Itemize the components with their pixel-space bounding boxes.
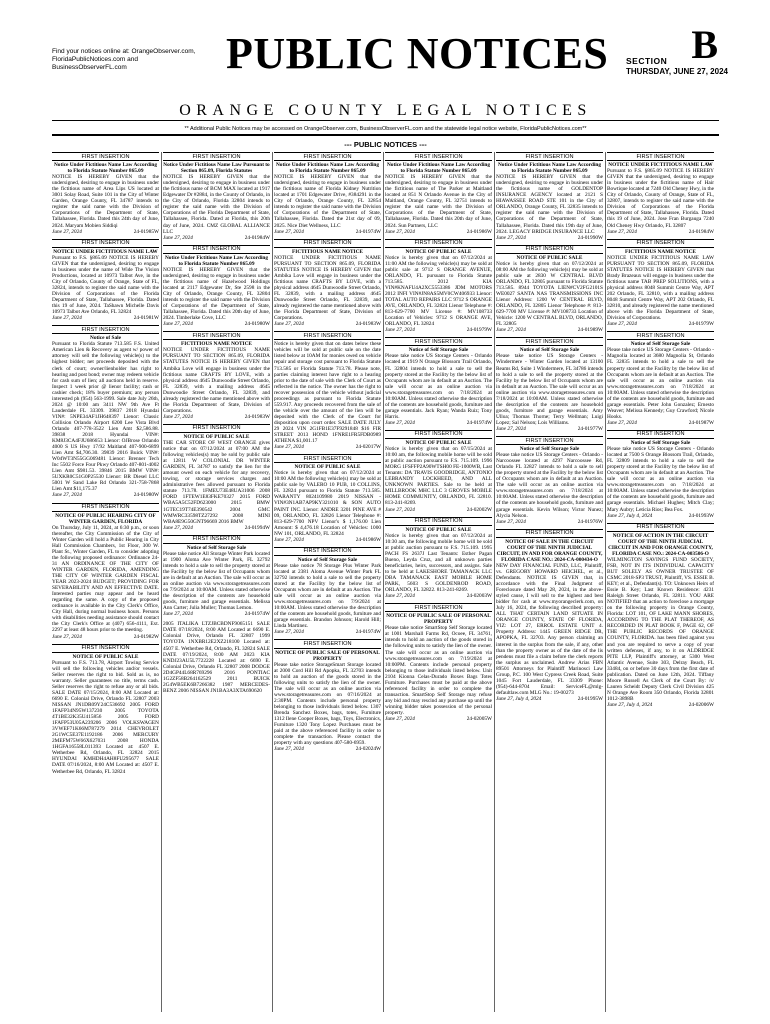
issue-date: THURSDAY, JUNE 27, 2024 <box>626 67 728 76</box>
publication-date: June 27, 2024 <box>274 629 304 636</box>
notice-title: Notice of Sale <box>90 335 121 342</box>
additional-notices-line: ** Additional Public Notices may be accessed on OrangeObserver.com, BusinessObserverFL.com and the statewide legal notice website, FloridaPublicNotices.com** <box>184 126 587 132</box>
publication-date: June 27, 2024 <box>274 444 304 451</box>
header-rule <box>52 120 719 121</box>
notice-title: Notice Under Fictitious Name Law According to Florida Statute Number 865.09 <box>386 162 491 175</box>
notice-body: Notice is hereby given that on dates below these vehicles will be sold at public sale on the date listed below at 10AM for monies owed on vehicle repair and storage cost pursuant to Florida Statute 713.585 or Florida Statute 713.78. Please note, parties claiming interest have right to a hearing prior to the date of sale with the Clerk of Court as reflected in the notice. The owner has the right to recover possession of the vehicle without judicial proceedings as pursuant to Florida Statute 559.917. Any proceeds recovered from the sale of the vehicle over the amount of the lien will be deposited with the Clerk of the Court for disposition upon court order. SALE DATE JULY 29 2024 VIN 2G1FB1E37F9291848 $16 FIR STREET 2013 HOND 1FNRE1FR5FDB0989 ATHENA $1,001.17 <box>274 341 381 445</box>
legal-notice <box>607 523 714 708</box>
legal-notice <box>274 639 381 752</box>
legal-notice <box>163 424 270 531</box>
notice-body: Please take notice All Storage Winter Park located at 1900 Aloma Ave Winter Park, FL 32792 intends to hold a sale to sell the property stored at the Facility by the below list of Occupants whom are in default at an Auction. The sale will occur as an online auction via www.storagetreasures.com on 7/9/2024 at 10:00AM. Unless stated otherwise the description of the contents are household goods, furniture and garage essentials. Melissa Ann Carter; Julia Muller; Thomas Lemon. <box>163 550 270 612</box>
publication-date: June 27, 2024 <box>163 413 193 420</box>
publication-date: June 27, 2024 <box>163 524 193 531</box>
notice-code: 24-01976W <box>577 518 603 525</box>
notice-body: NOTICE UNDER FICTITIOUS NAME PURSUANT TO SECTION 865.09, FLORIDA STATUTES NOTICE IS HEREBY GIVEN that Ambika Love will engage in business under the fictitious name CRAFTS BY LOVE, with a physical address 4645 Dunwoodie Street Orlando, FL 32839, with a mailing address 4645 Dunwoodie Street Orlando, FL 32839, and already registered the name mentioned above with the Florida Department of State, Division of Corporations. <box>274 254 381 322</box>
notice-footer <box>607 702 714 708</box>
notice-footer <box>274 229 381 235</box>
notice-code: 24-01980W <box>244 321 270 328</box>
notice-title: FICTITIOUS NAME NOTICE <box>181 341 252 348</box>
notice-column <box>385 152 492 1012</box>
notice-code: 24-01974W <box>355 228 381 235</box>
legal-notice <box>385 152 492 235</box>
insertion-header: FIRST INSERTION <box>52 325 159 334</box>
notice-title: NOTICE OF SALE IN THE CIRCUIT COURT OF THE NINTH JUDICIAL CIRCUIT, IN AND FOR ORANGE COUNTY, FLORIDA CASE NO.: 2024-CA-000434-O <box>496 538 603 563</box>
notice-code: 24-01974W <box>466 419 492 426</box>
notice-title: FICTITIOUS NAME NOTICE <box>625 248 696 255</box>
notice-code: 24-01994W <box>244 524 270 531</box>
legal-notice <box>496 245 603 334</box>
legal-notice <box>52 503 159 640</box>
publication-date: June 27, 2024 <box>607 228 637 235</box>
notice-code: 24-01980W <box>133 492 159 499</box>
legal-notice <box>163 331 270 420</box>
find-online-line: Find your notices online at: OrangeObserver.com, <box>52 48 196 55</box>
notice-footer <box>496 519 603 525</box>
insertion-header: FIRST INSERTION <box>274 454 381 463</box>
notice-code: 24-01984W <box>244 234 270 241</box>
notice-body: Please take notice US Storage Centers - Orlando - Magnolia located at 3680 Magnolia St, Orlando FL 32835 intends to hold a sale to sell the property stored at the Facility by the below list of Occupants whom are in default at an Auction. The sale will occur as an online auction via www.storagetreasures.com on 7/18/2024 at 10:00AM. Unless stated otherwise the description of the contents are household goods, furniture and garage essentials. Peter John Gonzalez; Ernesto Weaver; Melissa Kennedy; Guy Crawford; Nicole Hooks. <box>607 347 714 420</box>
notice-footer <box>607 321 714 327</box>
notice-body: NOTICE IS HEREBY GIVEN that the undersigned, desiring to engage in business under the fictitious name of Area Lips US located at 3001 Solay Road, Suite 101 in the City of Winter Garden, Orange County, FL 34787 intends to register the said name with the Division of Corporations of the Department of State, Tallahassee, Florida. Dated this 24th day of June, 2024. Maryam Mobien Siddiqi <box>52 174 159 229</box>
publication-date: June 27, July 4, 2024 <box>496 695 542 702</box>
notice-code: 24-01981W <box>133 315 159 322</box>
legal-notice <box>163 245 270 328</box>
notice-body: NEW DAY FINANCIAL FUND, LLC, Plaintiff, vs. GREGORY HOWARD HEICHEL, et al., Defendants. NOTICE IS GIVEN that, in accordance with the Final Judgment of Foreclosure dated May 28, 2024, in the above-styled cause, I will sell to the highest and best bidder for cash at www.myorangeclerk.com, on July 16, 2024, the following described property: ALL THAT CERTAIN LAND SITUATE IN ORANGE COUNTY, STATE OF FLORIDA, VIZ: LOT 27, ERROL ESTATE UNIT 4. Property Address: 1445 GREEN RIDGE DR, APOPKA, FL 32703. Any person claiming an interest in the surplus from the sale, if any, other than the property owner as of the date of the lis pendens must file a claim before the clerk reports the surplus as unclaimed. Andrew Arias FBN 89501 Attorneys for Plaintiff Marinosci Law Group, P.C. 100 West Cypress Creek Road, Suite 1045 Fort Lauderdale, FL 33309 Phone: (954)-644-8704 Email: ServiceFL@mlg-defaultlaw.com MLG No.: 19-00273 <box>496 562 603 696</box>
notice-body: Notice is hereby given that on 07/15/2024 at 10:00 am, the following mobile home will be sold at public auction pursuant to F.S. 715.109. 1996 MORG 1FSFFP2A90WTSH00 FE-1000WB, Last Tenants: DA TRAVIS GOODRIDGE, ANTONIO LEBRANDY LOCKHEED, AND ALL UNKNOWN PARTIES. Sale to be held at MILLBROOK MHC LLC 3 GROVES MOBILE HOME COMMUNITY, ORLANDO, FL 32810. 813-241-8269. <box>385 446 492 507</box>
insertion-header: FIRST INSERTION <box>607 239 714 248</box>
insertion-header: FIRST INSERTION <box>274 152 381 161</box>
notice-title: Notice of Self Storage Sale <box>519 347 580 354</box>
legal-notice <box>163 621 270 694</box>
notice-code: 24-01977W <box>577 425 603 432</box>
notice-footer <box>163 235 270 241</box>
notice-body: NOTICE UNDER FICTITIOUS NAME LAW PURSUANT TO SECTION 865.09, FLORIDA STATUTES NOTICE IS HEREBY GIVEN that Brady Brazeaux will engage in business under the fictitious name TAB PREP SOLUTIONS, with a physical address 8048 Summit Centre Way, APT 202 Orlando, FL 32810, with a mailing address 8048 Summit Centre Way, APT 202 Orlando, FL 32810, and already registered the name mentioned above with the Florida Department of State, Division of Corporations. <box>607 254 714 322</box>
notice-footer <box>385 507 492 513</box>
notice-body: NOTICE IS HEREBY GIVEN that the undersigned, desiring to engage in business under the fictitious name of The Parker at Maitland located at 851 N Orlando Avenue in the City of Maitland, Orange County, FL 32751 intends to register the said name with the Division of Corporations of the Department of State, Tallahassee, Florida. Dated this 20th day of June, 2024. Sun Partners, LLC <box>385 174 492 229</box>
insertion-header: FIRST INSERTION <box>274 547 381 556</box>
insertion-header: FIRST INSERTION <box>52 503 159 512</box>
notice-title: Notice of Self Storage Sale <box>408 347 469 354</box>
notice-footer <box>274 746 381 752</box>
notice-column <box>163 152 270 1012</box>
notice-title: NOTICE OF PUBLIC SALE OF PERSONAL PROPERTY <box>275 649 380 662</box>
legal-notice <box>274 331 381 450</box>
legal-notice <box>607 331 714 426</box>
notice-code: 24-01987W <box>688 419 714 426</box>
notice-title: NOTICE OF PUBLIC SALE <box>294 464 361 471</box>
insertion-header: FIRST INSERTION <box>496 152 603 161</box>
legal-notice <box>607 152 714 235</box>
notice-code: 24-01995W <box>577 695 603 702</box>
publication-date: June 27, 2024 <box>496 425 526 432</box>
notice-body: NOTICE IS HEREBY GIVEN that the undersigned, desiring to engage in business under the fictitious name of GOLDENTOP INSURANCE AGENCY located at 2121 S HIAWASSEE ROAD STE 101 in the City of ORLANDO, Orange County, FL 32835 intends to register the said name with the Division of Corporations of the Department of State, Tallahassee, Florida. Dated this 19th day of June, 2024. LEGACY BRIDGE INSURANCE LLC <box>496 174 603 235</box>
publication-date: June 27, 2024 <box>607 419 637 426</box>
publication-date: June 27, 2024 <box>274 536 304 543</box>
notice-footer <box>496 327 603 333</box>
notice-footer <box>385 229 492 235</box>
legal-notice <box>274 152 381 235</box>
notice-body: NOTICE UNDER FICTITIOUS NAME PURSUANT TO SECTION 865.09, FLORIDA STATUTES NOTICE IS HEREBY GIVEN that Ambika Love will engage in business under the fictitious name CRAFTS BY LOVE, with a physical address 4645 Dunwoodie Street Orlando, FL 32839, with a mailing address 4645 Dunwoodie Street Orlando, FL 32839, and already registered the name mentioned above with the Florida Department of State, Division of Corporations. <box>163 347 270 414</box>
notice-footer <box>607 229 714 235</box>
notice-body: Please take notice SmartStop Self Storage located at 1001 Marshall Farms Rd, Ocoee, FL 34761, intends to hold an auction of the goods stored in the following units to satisfy the lien of the owner. The sale will occur as an online auction via www.storagetreasures.com on 7/19/2024 at 10:00PM. Contents include personal property belonging to those individuals listed below. Unit 2104 Kionna Celas-Durado Boxes Bags Totes Furniture. Purchases must be paid at the above referenced facility in order to complete the transaction. SmartStop Self Storage may refuse any bid and may rescind any purchase up until the winning bidder takes possession of the personal property. <box>385 625 492 716</box>
notice-code: 24-02006W <box>688 701 714 708</box>
notice-code: 24-01974W <box>244 611 270 618</box>
notice-footer <box>52 315 159 321</box>
publication-date: June 27, 2024 <box>385 716 415 723</box>
insertion-header: FIRST INSERTION <box>385 430 492 439</box>
notice-body: Notice is hereby given that on 07/12/2024 at 10:30 am, the following mobile home will be sold at public auction pursuant to F.S. 715.109. 1995 PACH FS 2637J Last Tenants: Esther Pagan Bueno, Leyda Cruz, and all unknown parties beneficiaries, heirs, successors, and assigns. Sale to be held at LAKESHORE TAMANACK LLC DBA TAMANACK EAST MOBILE HOME PARK, 5603 S GOLDENROD ROAD, ORLANDO, FL 32822. 813-241-8269. <box>385 532 492 594</box>
section-letter: B <box>691 22 718 67</box>
notice-footer <box>385 327 492 333</box>
publication-date: June 27, 2024 <box>385 228 415 235</box>
notice-footer <box>163 611 270 617</box>
notice-code: 24-01979W <box>466 327 492 334</box>
notice-title: Notice Under Fictitious Name Law According to Florida Statute Number 865.09 <box>275 162 380 175</box>
header-rule-thick <box>52 134 719 136</box>
insertion-header: FIRST INSERTION <box>385 603 492 612</box>
publication-date: June 27, 2024 <box>52 228 82 235</box>
notice-body: Notice is hereby given that on 07/12/2024 at 11:00 AM the following vehicle(s) may be sold at public sale at 9712 S ORANGE AVENUE, ORLANDO, FL pursuant to Florida Statute 713.585. 2012 KIA VIN#KNAFU4A2XC5553386 JDM MOTORS 2012 INFI VIN#JN8AS5MV0CW406933 Lienor: TOTAL AUTO REPAIRS LLC 9712 S ORANGE AVE, ORLANDO, FL 32824 Lienor Telephone #: 813-629-7700 MV License #: MV108733 Location of Vehicles: 9712 S ORANGE AVE, ORLANDO, FL 32824 <box>385 254 492 328</box>
notice-title: NOTICE OF PUBLIC SALE <box>405 526 472 533</box>
notice-footer <box>274 444 381 450</box>
publication-date: June 27, 2024 <box>52 633 82 640</box>
notice-title: NOTICE OF PUBLIC SALE <box>72 653 139 660</box>
notice-footer <box>163 414 270 420</box>
insertion-header: FIRST INSERTION <box>607 152 714 161</box>
insertion-header: FIRST INSERTION <box>274 639 381 648</box>
notice-title: NOTICE OF PUBLIC SALE <box>405 248 472 255</box>
notice-body: NOTICE IS HEREBY GIVEN that the undersigned, desiring to engage in business under the fictitious name of BCM MAX located at 1917 Edgewater Dr #2884, in the County of Orlando, in the City of Orlando, Florida 32804 intends to register the said name with the Division of Corporations of the Florida Department of State, Tallahassee, Florida. Dated at Florida, this 20th day of June, 2024. CMZ GLOBAL ALLIANCE LLC <box>163 174 270 235</box>
notice-body: Pursuant to F.S. 713.78, Airport Towing Service will sell the following vehicles and/or vessels. Seller reserves the right to bid. Sold as is, no warranty. Seller guarantees no title, terms cash. Seller reserves the right to refuse any or all bids. SALE DATE 07/15/2024, 8:00 AM Located at: 6690 E. Colonial Drive, Orlando FL 32807 2003 NISSAN JN1DR09Y24C536692 2005 FORD 1FAFP34N95W137230 2005 TOYOTA 4T1BE32K35U415856 2005 FORD 1FAFP53U05A239206 2006 VOLKSWAGEN 3VWEF71K66M787279 2014 CHEVROLET 2G1WC5E37E1192186 2006 MERCURY 2MEFM75W66X627031 2008 HONDA 1HGFA16558L011393 Located at: 4507 E. Wetherbee Rd, Orlando, FL 32824 2015 HYUNDAI KMHDH4AH8FU295677 SALE DATE 07/16/2024, 8:00 AM Located at: 4507 E. Wetherbee Rd, Orlando, FL 32824 <box>52 659 159 775</box>
notice-code: 24-02017W <box>355 444 381 451</box>
insertion-header: FIRST INSERTION <box>385 152 492 161</box>
legal-notice <box>496 529 603 702</box>
subhead: ORANGE COUNTY LEGAL NOTICES <box>179 102 592 119</box>
legal-notice <box>607 239 714 328</box>
notice-code: 24-01984W <box>688 228 714 235</box>
notice-title: NOTICE OF PUBLIC SALE <box>405 440 472 447</box>
legal-notice <box>274 454 381 543</box>
notice-code: 24-02005W <box>466 716 492 723</box>
find-online-line: FloridaPublicNotices.com and <box>52 56 138 63</box>
insertion-header: FIRST INSERTION <box>52 239 159 248</box>
notice-footer <box>163 525 270 531</box>
notice-body: Please take notice 78 Storage Plus Winter Park located at 2381 Aloma Avenue Winter Park FL 32792 intends to hold a sale to sell the property stored at the Facility by the below list of Occupants whom are in default at an Auction. The sale will occur as an online auction via www.storagetreasures.com on 7/9/2024 at 10:00AM. Unless stated otherwise the description of the contents are household goods, furniture and garage essentials. Brandon Johnson; Harold Hill; Linda Martinez. <box>274 562 381 630</box>
notice-code: 24-01982W <box>133 633 159 640</box>
notice-title: Notice Under Fictitious Name Law According to Florida Statute Number 865.09 <box>53 162 158 175</box>
insertion-header: FIRST INSERTION <box>607 523 714 532</box>
notice-title: NOTICE OF PUBLIC SALE <box>183 433 250 440</box>
notice-title: NOTICE OF PUBLIC HEARING CITY OF WINTER GARDEN, FLORIDA <box>55 512 156 525</box>
notice-title: Notice of Self Storage Sale <box>519 446 580 453</box>
notice-code: 24-02003W <box>466 593 492 600</box>
find-online-line: BusinessObserverFL.com <box>52 64 127 71</box>
notice-body: Please take notice US Storage Centers - Windermere - Winter Garden located at 13100 Reams Rd, Suite 1 Windermere, FL 34786 intends to hold a sale to sell the property stored at the Facility by the below list of Occupants whom are in default at an Auction. The sale will occur as an online auction via www.storagetreasures.com on 7/18/2024 at 10:00AM. Unless stated otherwise the description of the contents are household goods, furniture and garage essentials. Amy Ulloa; Thomas Thorne; Terry Wellman; Luigi Lopez; Sal Nelson; Lois Williams. <box>496 353 603 426</box>
notice-footer <box>52 229 159 235</box>
notice-body: Pursuant to F.S. §865.09 NOTICE IS HEREBY GIVEN that the undersigned, desiring to engage in business under the name of Wide The Vision Productions, located at 10973 Talbot Ave, in the City of Orlando, County of Orange, State of FL, 32824, intends to register the said name with the Division of Corporations of the Florida Department of State, Tallahassee, Florida. Dated this 19 of June, 2024. TaShawn Michelle Davis 10973 Talbot Ave Orlando, FL 32824 <box>52 254 159 316</box>
publication-date: June 27, 2024 <box>274 746 304 753</box>
notice-code: 24-01986W <box>466 228 492 235</box>
notice-column <box>274 152 381 1012</box>
notice-title: NOTICE UNDER FICTITIOUS NAME LAW <box>608 162 713 169</box>
publication-date: June 27, 2024 <box>496 234 526 241</box>
notice-body: Pursuant to Florida Statute 713.585 F.S. United American Lien & Recovery as agent w/ power of attorney will sell the following vehicle(s) to the highest bidder; net proceeds deposited with the clerk of court; owner/lienholder has right to hearing and post bond; owner may redeem vehicle for cash sum of lien; all auctions held in reserve. Inspect 1 week prior @ lienor facility; cash or cashier check; 18% buyer premium; any person interested ph (954) 563-1999. Sale date July 26th, 2024 @ 10:00 am 3411 NW 9th Ave Ft Lauderdale FL 33309. 39837 2018 Hyundai VIN#: 5NPE34AF1JH648397 Lienor: Classic Collision Orlando Airport 6200 Lee Vista Blvd Orlando 407-778-3522 Lien Amt $2,586.88. 39838 2018 Hyundai VIN#: KM8J3CA4FJU686653 Lienor: OJBrose Orlando 4000 S US Hwy 17/92 Maitland 407-900-6899 Lien Amt $4,706.30. 39839 2016 Buick VIN#: W04WT3N55GG069481 Lienor: Brenner Tech Inc 5502 Force Four Pkwy Orlando 407-801-4002 Lien Amt $981.53. 39846 2015 BMW VIN#: 5UXKR0C51G0P25530 Lienor: BR Diesel LLC 5001 W Sand Lake Rd Orlando 321-758-7868 Lien Amt $11,175.37 <box>52 341 159 493</box>
notice-column <box>607 152 714 1012</box>
insertion-header: FIRST INSERTION <box>496 436 603 445</box>
notice-title: FICTITIOUS NAME NOTICE <box>292 248 363 255</box>
insertion-header: FIRST INSERTION <box>385 337 492 346</box>
notice-title: Notice Under Fictitious Name Law According to Florida Statute Number 865.09 <box>164 254 269 267</box>
notice-body: Please take notice US Storage Centers - Orlando located at 7500 S Orange Blossom Trail, Orlando, FL 32809 intends to hold a sale to sell the property stored at the Facility by the below list of Occupants whom are in default at an Auction. The sale will occur as an online auction via www.storagetreasures.com on 7/18/2024 at 10:00AM. Unless stated otherwise the description of the contents are household goods, furniture and garage essentials. Michael Hughes; Mitch Clay; Mary Aubry; Leticia Rios; Bea Fox. <box>607 446 714 513</box>
publication-date: June 27, 2024 <box>385 506 415 513</box>
notice-code: 24-01990W <box>577 234 603 241</box>
notice-body: Please take notice US Storage Centers - Orlando - Narcoossee located at 4297 Narcoossee Rd, Orlando FL 32827 intends to hold a sale to sell the property stored at the Facility by the below list of Occupants whom are in default at an Auction. The sale will occur as an online auction via www.storagetreasures.com on 7/18/2024 at 10:00AM. Unless stated otherwise the description of the contents are household goods, furniture and garage essentials. Kevin Wilson; Victor Nunez; Alycia Nelson. <box>496 452 603 519</box>
notice-footer <box>274 629 381 635</box>
insertion-header: FIRST INSERTION <box>163 331 270 340</box>
legal-notice <box>52 325 159 498</box>
column-rule <box>494 152 495 1012</box>
publication-date: June 27, 2024 <box>385 593 415 600</box>
publication-date: June 27, 2024 <box>607 321 637 328</box>
notice-code: 24-01986W <box>355 536 381 543</box>
notice-body: 2005 ITALIKA LTZJBCBDNF9065151 SALE DATE 07/18/2024, 8:00 AM Located at 6690 E. Colonial Drive, Orlando FL 32807 1999 TOYOTA 1NXBR12E2XZ218100 Located at: 4507 E. Wetherbee Rd, Orlando, FL 32824 SALE DATE 07/19/2024, 8:00 AM 2023 KIA KNDJ23AU5L7722228 Located at: 6690 E. Colonial Drive, Orlando FL 32807 2008 DODGE 2D4GP44L68R769296 2016 PONTIAC 1G2ZF58B264162529 2011 BUICK 2G4WB5EK6B7266382 1987 MERCEDES-BENZ 2006 NISSAN JN1BA3A3XTA690620 <box>163 621 270 694</box>
notice-body: WILMINGTON SAVINGS FUND SOCIETY, FSB, NOT IN ITS INDIVIDUAL CAPACITY BUT SOLELY AS OWNER TRUSTEE OF CSMC 2018-SP3 TRUST, Plaintiff, VS. ESSIE B. KEY; et al., Defendant(s). TO: Unknown Heirs of Essie B. Key; Last Known Residence: 4231 Raleigh Street Orlando, FL 32811. YOU ARE NOTIFIED that an action to foreclose a mortgage on the following property in Orange County, Florida: LOT 101, OF LAKE MANN SHORES, ACCORDING TO THE PLAT THEREOF, AS RECORDED IN PLAT BOOK F, PAGE 62, OF THE PUBLIC RECORDS OF ORANGE COUNTY, FLORIDA. has been filed against you and you are required to serve a copy of your written defenses, if any, to it on ALDRIDGE PITE LLP, Plaintiff's attorney, at 5300 West Atlantic Avenue, Suite 303, Delray Beach, FL 33484, on or before 30 days from the first date of publication. Dated on June 12th, 2024. Tiffany Moore Russell As Clerk of the Court By: /s/ Lauren Scheidt Deputy Clerk Civil Division 425 N Orange Ave Room 350 Orlando, Florida 32801 1012-3898B <box>607 556 714 702</box>
insertion-header: FIRST INSERTION <box>274 239 381 248</box>
notice-footer <box>163 321 270 327</box>
publication-date: June 27, July 4, 2024 <box>607 701 653 708</box>
notice-title: NOTICE UNDER FICTITIOUS NAME LAW <box>53 248 158 255</box>
legal-notice <box>385 603 492 722</box>
notice-body: Notice is hereby given that on 07/12/2024 at 08:00 AM the following vehicle(s) may be sold at public sale at 2830 W CENTRAL BLVD ORLANDO, FL 32805 pursuant to Florida Statute 713.585. 8944 TOYOTA LIEN#CV2FG2101S WE0027 SANTA NAS TRANSMISSIONS INC Lienor Address: 1200 W CENTRAL BLVD, ORLANDO, FL 32805 Lienor Telephone #: 813-629-7700 MV License #: MV108733 Location of Vehicle: 1200 W CENTRAL BLVD, ORLANDO, FL 32805 <box>496 260 603 328</box>
notice-code: 24-01974W <box>355 629 381 636</box>
notice-code: 24-01983W <box>355 321 381 328</box>
publication-date: June 27, 2024 <box>52 492 82 499</box>
column-rule <box>161 152 162 1012</box>
masthead <box>0 0 770 100</box>
notice-title: Notice of Self Storage Sale <box>630 341 691 348</box>
notice-footer <box>52 634 159 640</box>
publication-date: June 27, 2024 <box>163 321 193 328</box>
publication-date: June 27, July 4, 2024 <box>607 512 653 519</box>
notice-footer <box>607 420 714 426</box>
insertion-header: FIRST INSERTION <box>607 430 714 439</box>
notice-body: Please take notice StorageSmart Storage located at 2000 Cord Hill Rd Apopka, FL 32703 intends to hold an auction of the goods stored in the following units to satisfy the lien of the owner. The sale will occur as an online auction via www.storagetreasures.com on 07/16/2024 at 2:30PM. Contents include personal property belonging to those individuals listed below. 1307 Brenda Sanchez Boxes, bags, totes, Furniture 1312 Ilene Cooper Boxes, bags, Toys, Electronics, Furniture 1320 Tony Lopez Purchases must be paid at the above referenced facility in order to complete the transaction. Please contact the property with any questions 407-580-6959. <box>274 661 381 747</box>
insertion-header: FIRST INSERTION <box>163 424 270 433</box>
legal-notice <box>385 239 492 334</box>
find-online-note <box>52 48 202 72</box>
insertion-header: FIRST INSERTION <box>163 245 270 254</box>
public-notices-bar: --- PUBLIC NOTICES --- <box>344 140 427 149</box>
notice-code: 24-01989W <box>577 327 603 334</box>
insertion-header: FIRST INSERTION <box>496 337 603 346</box>
legal-notice <box>52 644 159 775</box>
column-rule <box>272 152 273 1012</box>
notice-footer <box>385 716 492 722</box>
publication-date: June 27, 2024 <box>496 518 526 525</box>
insertion-header: FIRST INSERTION <box>52 152 159 161</box>
notice-body: On Thursday, July 11, 2024, at 6:30 p.m., or soon thereafter, the City Commission of the City of Winter Garden will hold a Public Hearing in City Hall Commission Chambers, 1st Floor, 300 W. Plant St., Winter Garden, FL to consider adopting the following proposed ordinance: Ordinance 24-31 AN ORDINANCE OF THE CITY OF WINTER GARDEN, FLORIDA, AMENDING THE CITY OF WINTER GARDEN FISCAL YEAR 2023-2024 BUDGET; PROVIDING FOR SEVERABILITY AND AN EFFECTIVE DATE. Interested parties may appear and be heard regarding the same. A copy of the proposed ordinance is available in the City Clerk's Office, City Hall, during normal business hours. Persons with disabilities needing assistance should contact the City Clerk's Office at (407) 656-4111, Ext. 2297 at least 48 hours prior to the meeting. <box>52 524 159 634</box>
notice-title: Notice Under Fictitious Name Law According to Florida Statute Number 865.09 <box>497 162 602 175</box>
notice-code: 24-01993W <box>688 512 714 519</box>
insertion-header: FIRST INSERTION <box>385 517 492 526</box>
notice-title: NOTICE OF ACTION IN THE CIRCUIT COURT OF THE NINTH JUDICIAL CIRCUIT IN AND FOR ORANGE COUNTY, FLORIDA CASE NO.: 2024-CA-003506-O <box>608 532 713 557</box>
notice-title: NOTICE OF PUBLIC SALE OF PERSONAL PROPERTY <box>386 613 491 626</box>
notice-title: Notice of Self Storage Sale <box>297 556 358 563</box>
publication-date: June 27, 2024 <box>52 315 82 322</box>
notice-body: Notice is hereby given that on 07/12/2024 at 10:00 AM the following vehicle(s) may be sold at public sale by VALERO 10 PUB, 10 COLLINS, FL 32824 pursuant to Florida Statute 713.585. WARANTY 8024109980 2019 NISSAN - VIN#3N1AB7AP9KY321010 & SON AUTO PAINT INC. Lienor: ANDRE 3201 PINE AVE # 09, ORLANDO, FL 32826 Lienor Telephone #: 813-629-7700 NPV Lienor's $ 1,176.00 Lien Amount: $ 4,476.18 Location of Vehicles: 1000 NW 101, ORLANDO, FL 32824 <box>274 470 381 537</box>
publication-date: June 27, 2024 <box>163 234 193 241</box>
legal-notice <box>163 152 270 241</box>
notice-footer <box>52 492 159 498</box>
notice-footer <box>496 235 603 241</box>
notice-title: NOTICE OF PUBLIC SALE <box>516 254 583 261</box>
notice-footer <box>385 420 492 426</box>
legal-notice <box>385 337 492 426</box>
notice-column <box>52 152 159 1012</box>
publication-date: June 27, 2024 <box>496 327 526 334</box>
notice-title: Notice of Self Storage Sale <box>186 544 247 551</box>
insertion-header: FIRST INSERTION <box>274 331 381 340</box>
notice-footer <box>607 513 714 519</box>
notice-footer <box>496 696 603 702</box>
legal-notice <box>274 239 381 328</box>
insertion-header: FIRST INSERTION <box>607 331 714 340</box>
insertion-header: FIRST INSERTION <box>163 535 270 544</box>
notice-body: THE CAR STORE OF WEST ORANGE gives notice that on 07/12/2024 at 07:00 AM the following vehicles(s) may be sold by public sale at 12811 W COLONIAL DR WINTER GARDEN, FL 34787 to satisfy the lien for the amount owed on each vehicle for any recovery, towing, or storage services charges and administrative fees allowed pursuant to Florida statute 713.78. 1FMEU73E48UA31006 2008 FORD 1FTEW1E83FKE70327 2015 FORD WBA5A5C52FD623000 2015 BMW 1GTEC19T74E390542 2004 GMC WMWRC33598TZ27292 2008 MINI WBA8E9G50GNT96669 2016 BMW <box>163 440 270 525</box>
notice-body: NOTICE IS HEREBY GIVEN that the undersigned, desiring to engage in business under the fictitious name of Florida Kidney Nutrition located at 1701 Edgewater Drive, #384291 in the City of Orlando, Orange County, FL 32854 intends to register the said name with the Division of Corporations of the Department of State, Tallahassee, Florida. Dated the 21st day of 09, 2025. Nice Diet Wellness, LLC <box>274 174 381 229</box>
legal-notice <box>52 239 159 322</box>
legal-notice <box>163 535 270 618</box>
notice-body: Please take notice US Storage Centers - Orlando located at 1919 N Orange Blossom Trail Orlando, FL 32804 intends to hold a sale to sell the property stored at the Facility by the below list of Occupants whom are in default at an Auction. The sale will occur as an online auction via www.storagetreasures.com on 7/18/2024 at 10:00AM. Unless stated otherwise the description of the contents are household goods, furniture and garage essentials. Jack Ryan; Wanda Ruiz; Tony Harris. <box>385 353 492 420</box>
insertion-header: FIRST INSERTION <box>52 644 159 653</box>
legal-notice <box>52 152 159 235</box>
notice-footer <box>274 537 381 543</box>
legal-notice <box>385 517 492 600</box>
insertion-header: FIRST INSERTION <box>496 245 603 254</box>
publication-date: June 27, 2024 <box>385 419 415 426</box>
notice-footer <box>274 321 381 327</box>
notice-code: 24-02002W <box>466 506 492 513</box>
insertion-header: FIRST INSERTION <box>163 152 270 161</box>
notice-columns <box>52 152 719 1012</box>
legal-notice <box>496 337 603 432</box>
publication-date: June 27, 2024 <box>385 327 415 334</box>
column-rule <box>383 152 384 1012</box>
notice-code: 24-01985W <box>133 228 159 235</box>
legal-notice <box>385 430 492 513</box>
publication-date: June 27, 2024 <box>163 611 193 618</box>
notice-column <box>496 152 603 1012</box>
legal-notice <box>274 547 381 636</box>
insertion-header: FIRST INSERTION <box>385 239 492 248</box>
legal-notice <box>496 436 603 525</box>
legal-notice <box>607 430 714 519</box>
section-label: SECTION <box>626 56 668 66</box>
notice-code: 24-01983W <box>244 413 270 420</box>
notice-footer <box>385 593 492 599</box>
notice-title: Notice of Self Storage Sale <box>630 440 691 447</box>
legal-notice <box>496 152 603 241</box>
notice-code: 24-02024W <box>355 746 381 753</box>
notice-footer <box>496 426 603 432</box>
notice-title: Notice Under Fictitious Name Law Pursuant to Section 865.09, Florida Statutes <box>163 162 270 175</box>
notice-body: NOTICE IS HEREBY GIVEN that the undersigned, desiring to engage in business under the fictitious name of Hazelwood Holdings located at 2117 Edgewater Dr, Ste 2598 in the City of Orlando, Orange County, FL 32804 intends to register the said name with the Division of Corporations of the Department of State, Tallahassee, Florida. Dated this 20th day of June, 2024. Timberlake Cove, LLC <box>163 266 270 322</box>
notice-code: 24-01979W <box>688 321 714 328</box>
publication-date: June 27, 2024 <box>274 228 304 235</box>
insertion-header: FIRST INSERTION <box>496 529 603 538</box>
section-title: PUBLIC NOTICES <box>226 29 609 78</box>
notice-body: Pursuant to F.S. §865.09 NOTICE IS HEREBY GIVEN that the undersigned, desiring to engage in business under the fictitious name of Hair Bowtique located at 7240 Old Cheney Hwy, in the City of Orlando, County of Orange, State of FL, 32807, intends to register the said name with the Division of Corporations of the Florida Department of State, Tallahassee, Florida. Dated this 19 of June, 2024. Jose Fran Burgauga 7240 Old Cheney Hwy Orlando, FL 32807 <box>607 168 714 229</box>
column-rule <box>605 152 606 1012</box>
publication-date: June 27, 2024 <box>274 321 304 328</box>
